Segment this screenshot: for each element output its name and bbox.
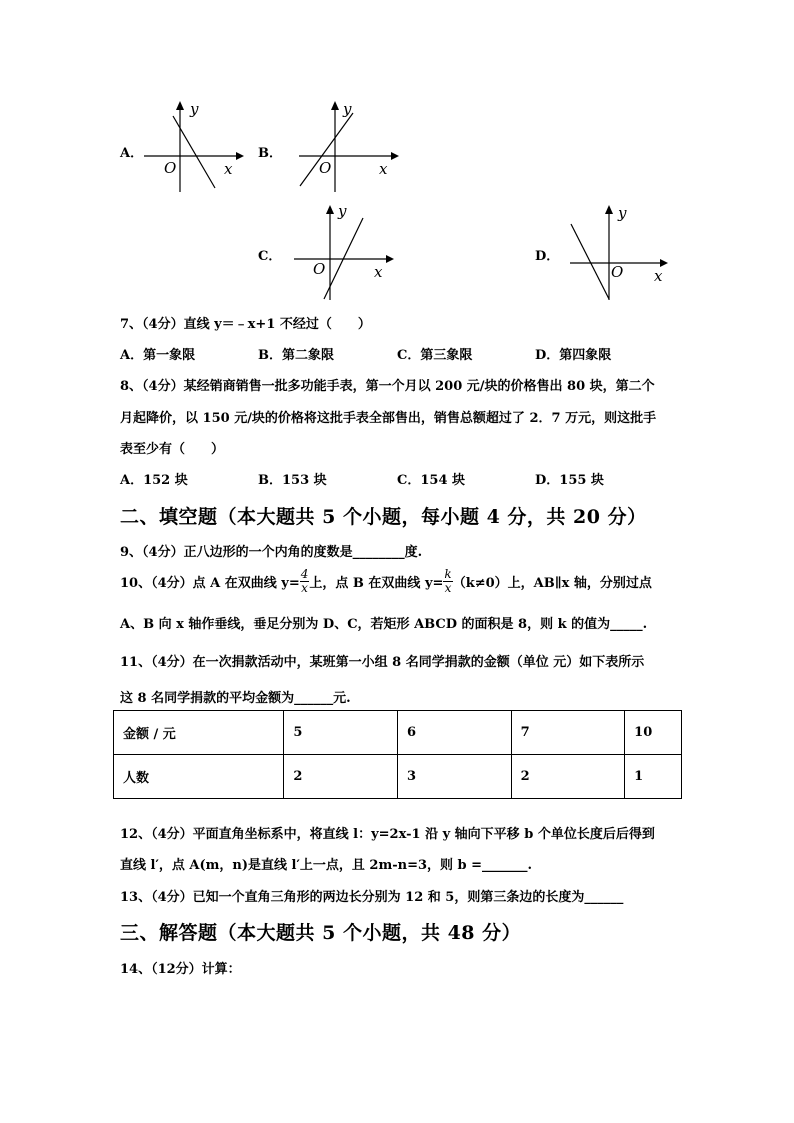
q12-line-1: 12、（4分）平面直角坐标系中，将直线 l：y=2x-1 沿 y 轴向下平移 b 个单位长度后后得到 — [120, 827, 655, 842]
graph-c-x-arrow — [386, 255, 394, 263]
q9-text: 9、（4分）正八边形的一个内角的度数是________度. — [120, 545, 423, 560]
q10-part-2: 上，点 B 在双曲线 y= — [309, 576, 444, 591]
table-cell: 7 — [511, 711, 625, 755]
graph-b-x-arrow — [391, 152, 399, 160]
q12-line-2: 直线 l′，点 A(m，n)是直线 l′上一点，且 2m-n=3，则 b =_______. — [120, 858, 533, 873]
q8-option-b: B．153 块 — [258, 473, 327, 488]
graph-d-y-label: y — [618, 204, 627, 222]
graph-b-y-label: y — [343, 100, 352, 118]
graph-d-line — [571, 224, 609, 299]
graph-b-y-arrow — [331, 101, 339, 110]
graph-a-y-label: y — [190, 100, 199, 118]
option-c-label: C． — [258, 249, 282, 264]
graph-a-origin: O — [164, 159, 177, 177]
q10-line-2: A、B 向 x 轴作垂线，垂足分别为 D、C，若矩形 ABCD 的面积是 8，则 k 的值为_____. — [120, 617, 648, 632]
graph-b — [295, 98, 405, 198]
table-cell: 10 — [625, 711, 682, 755]
q10-line-1 — [120, 568, 652, 595]
q10-frac2-den: x — [444, 581, 452, 595]
graph-c — [290, 200, 400, 302]
graph-a-line — [173, 116, 215, 188]
table-row — [114, 711, 682, 755]
q13-text: 13、（4分）已知一个直角三角形的两边长分别为 12 和 5，则第三条边的长度为______ — [120, 890, 624, 905]
q10-frac1-den: x — [301, 581, 308, 595]
graph-c-origin: O — [313, 260, 326, 278]
graph-b-x-label: x — [379, 160, 388, 178]
table-cell: 5 — [284, 711, 398, 755]
q7-option-d: D．第四象限 — [535, 348, 612, 363]
q10-frac2-num: k — [444, 567, 452, 581]
graph-d-y-arrow — [605, 205, 613, 214]
q7-option-c: C．第三象限 — [397, 348, 473, 363]
graph-c-x-label: x — [374, 263, 383, 281]
graph-a-y-arrow — [176, 101, 184, 110]
q8-line-1: 8、（4分）某经销商销售一批多功能手表，第一个月以 200 元/块的价格售出 80 块，第二个 — [120, 379, 655, 394]
section-2-heading: 二、填空题（本大题共 5 个小题，每小题 4 分，共 20 分） — [120, 506, 647, 528]
graph-d — [568, 200, 678, 302]
table-cell: 1 — [625, 755, 682, 799]
table-cell: 金额 / 元 — [114, 711, 284, 755]
table-cell: 2 — [284, 755, 398, 799]
q8-option-c: C．154 块 — [397, 473, 466, 488]
graph-d-origin: O — [611, 263, 624, 281]
q8-option-a: A．152 块 — [120, 473, 188, 488]
option-b-label: B． — [258, 146, 282, 161]
q10-fraction-1 — [300, 568, 310, 595]
q10-fraction-2 — [443, 568, 452, 595]
table-cell: 2 — [511, 755, 625, 799]
table-cell: 人数 — [114, 755, 284, 799]
q8-line-3: 表至少有（ ） — [120, 442, 225, 457]
q14-text: 14、（12分）计算： — [120, 962, 241, 977]
table-row — [114, 755, 682, 799]
q8-option-d: D．155 块 — [535, 473, 604, 488]
graph-c-y-arrow — [326, 205, 334, 214]
graph-d-x-arrow — [660, 259, 668, 267]
q7-option-b: B．第二象限 — [258, 348, 334, 363]
q7-option-a: A．第一象限 — [120, 348, 196, 363]
section-3-heading: 三、解答题（本大题共 5 个小题，共 48 分） — [120, 922, 522, 944]
table-cell: 6 — [397, 711, 511, 755]
table-cell: 3 — [397, 755, 511, 799]
donation-table — [113, 710, 682, 799]
graph-a-x-label: x — [224, 160, 233, 178]
graph-a — [140, 98, 250, 198]
q11-line-1: 11、（4分）在一次捐款活动中，某班第一小组 8 名同学捐款的金额（单位 元）如下表所示 — [120, 655, 645, 670]
graph-d-x-label: x — [654, 267, 663, 285]
q8-line-2: 月起降价，以 150 元/块的价格将这批手表全部售出，销售总额超过了 2．7 万元，则这批手 — [120, 411, 657, 426]
q10-part-1: 10、（4分）点 A 在双曲线 y= — [120, 576, 300, 591]
graph-b-origin: O — [319, 159, 332, 177]
q11-line-2: 这 8 名同学捐款的平均金额为______元. — [120, 691, 351, 706]
graph-a-x-arrow — [236, 152, 244, 160]
q10-part-3: （k≠0）上，AB∥x 轴，分别过点 — [452, 576, 652, 591]
graph-c-y-label: y — [338, 202, 347, 220]
q10-frac1-num: 4 — [300, 567, 309, 581]
q7-stem: 7、（4分）直线 y＝﹣x+1 不经过（ ） — [120, 317, 371, 332]
option-d-label: D． — [535, 249, 560, 264]
option-a-label: A． — [120, 146, 144, 161]
